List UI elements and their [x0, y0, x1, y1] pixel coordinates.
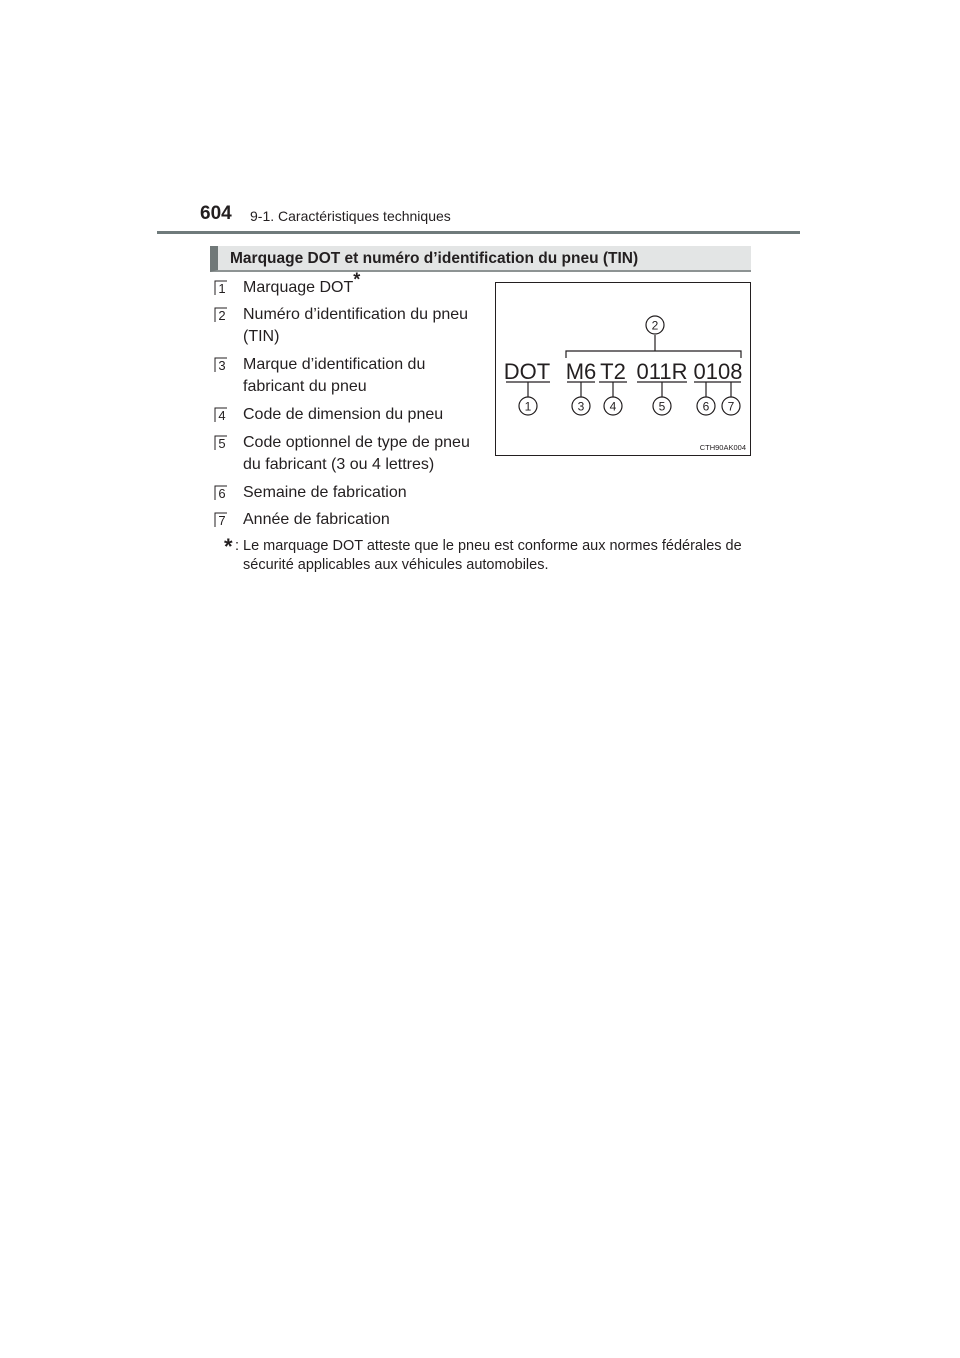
item-number-badge — [214, 435, 228, 451]
subheading-bar — [210, 246, 751, 272]
figure-code: CTH90AK004 — [699, 443, 746, 452]
item-number-badge — [214, 485, 228, 501]
item-number-badge — [214, 307, 228, 323]
list-item-7 — [214, 509, 494, 531]
item-number: 4 — [218, 408, 226, 423]
item-number-badge — [214, 280, 228, 296]
section-title: 9-1. Caractéristiques techniques — [250, 208, 451, 224]
item-text: Code de dimension du pneu — [243, 406, 444, 423]
footnote-colon: : — [235, 538, 240, 554]
list-item-4 — [214, 404, 494, 426]
callout-label-4: 4 — [609, 399, 617, 414]
page-number: 604 — [200, 203, 232, 224]
item-text: Marquage DOT — [243, 279, 354, 296]
tire-code-diagram — [495, 282, 751, 456]
item-number-badge — [214, 407, 228, 423]
footnote — [224, 534, 764, 575]
callout-label-5: 5 — [658, 399, 666, 414]
item-number-badge — [214, 357, 228, 373]
item-number-badge — [214, 512, 228, 528]
asterisk-marker: * — [353, 269, 361, 290]
segment-011r: 011R — [636, 359, 688, 384]
item-number: 5 — [218, 436, 226, 451]
subheading-title: Marquage DOT et numéro d’identification du pneu (TIN) — [230, 250, 639, 267]
callout-label-3: 3 — [577, 399, 585, 414]
list-item-6 — [214, 482, 494, 504]
list-item-1 — [214, 269, 494, 299]
item-number: 1 — [218, 281, 226, 296]
item-text: Marque d’identification du fabricant du pneu — [243, 356, 426, 395]
callout-label-7: 7 — [727, 399, 735, 414]
item-text: Année de fabrication — [243, 511, 390, 528]
item-text: Numéro d’identification du pneu (TIN) — [243, 306, 469, 345]
footnote-asterisk: * — [224, 534, 233, 559]
item-number: 7 — [218, 513, 226, 528]
item-number: 3 — [218, 358, 226, 373]
footnote-text: Le marquage DOT atteste que le pneu est conforme aux normes fédérales de sécurité applicables aux véhicules automobiles. — [243, 538, 742, 573]
callout-label-6: 6 — [702, 399, 710, 414]
segment-0108: 0108 — [693, 359, 743, 384]
callout-label-1: 1 — [524, 399, 532, 414]
header-rule — [157, 231, 800, 234]
list-item-2 — [214, 304, 494, 348]
segment-dot: DOT — [503, 359, 551, 384]
item-text: Semaine de fabrication — [243, 484, 407, 501]
item-text: Code optionnel de type de pneu du fabricant (3 ou 4 lettres) — [243, 434, 470, 473]
item-number: 2 — [218, 308, 226, 323]
segment-m6: M6 — [565, 359, 597, 384]
list-item-5 — [214, 432, 494, 476]
item-number: 6 — [218, 486, 226, 501]
segment-t2: T2 — [600, 359, 626, 384]
list-item-3 — [214, 354, 494, 398]
callout-label-2: 2 — [651, 318, 659, 333]
